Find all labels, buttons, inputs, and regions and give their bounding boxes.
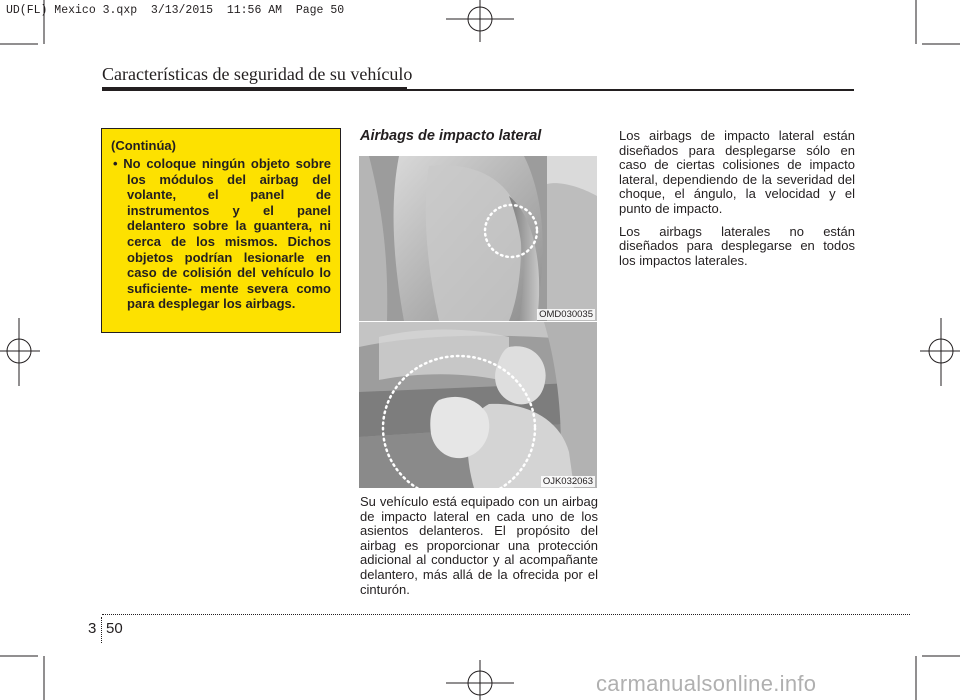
bullet: • — [113, 156, 118, 171]
paragraph: Los airbags de impacto lateral están diseñados para desplegarse sólo en caso de ciertas colisiones de impacto lateral, dependiendo de la severidad del choque, el ángulo, la velocidad y el punto de impacto. — [619, 128, 855, 216]
middle-column-text — [360, 495, 598, 597]
header-rule-thick — [102, 87, 407, 91]
warning-box — [101, 128, 341, 333]
chapter-number: 3 — [88, 620, 97, 637]
chapter-title: Características de seguridad de su vehículo — [102, 64, 413, 84]
seat-illustration — [359, 156, 597, 321]
footer-rule — [102, 614, 910, 615]
paragraph: Los airbags laterales no están diseñados para desplegarse en todos los impactos laterales. — [619, 223, 855, 268]
figure-code: OJK032063 — [542, 476, 593, 487]
figure-airbag-deployed — [359, 322, 597, 488]
section-heading: Airbags de impacto lateral — [360, 128, 542, 144]
watermark: carmanualsonline.info — [596, 671, 817, 696]
page-number: 50 — [106, 620, 123, 637]
warning-text — [111, 156, 331, 312]
warning-heading: (Continúa) — [111, 138, 176, 153]
figure-seat-side-airbag — [359, 156, 597, 321]
header-rule-thin — [407, 89, 854, 91]
page-separator — [101, 617, 102, 643]
figure-code: OMD030035 — [539, 309, 593, 320]
print-slug: UD(FL) Mexico 3.qxp 3/13/2015 11:56 AM Page 50 — [6, 4, 345, 17]
paragraph: Su vehículo está equipado con un airbag de impacto lateral en cada uno de los asientos delanteros. El propósito del airbag es proporcionar una protección adicional al conductor y al acompañante delantero, más allá de la ofrecida por el cinturón. — [360, 494, 598, 597]
warning-body: No coloque ningún objeto sobre los módulos del airbag del volante, el panel de instrumentos y el panel delantero sobre la guantera, ni cerca de los mismos. Dichos objetos podrían lesionarle en caso de colisión del vehículo lo suficiente- mente severa como para desplegar los airbags. — [123, 156, 331, 312]
deployment-illustration — [359, 322, 597, 488]
right-column-text — [619, 129, 855, 268]
